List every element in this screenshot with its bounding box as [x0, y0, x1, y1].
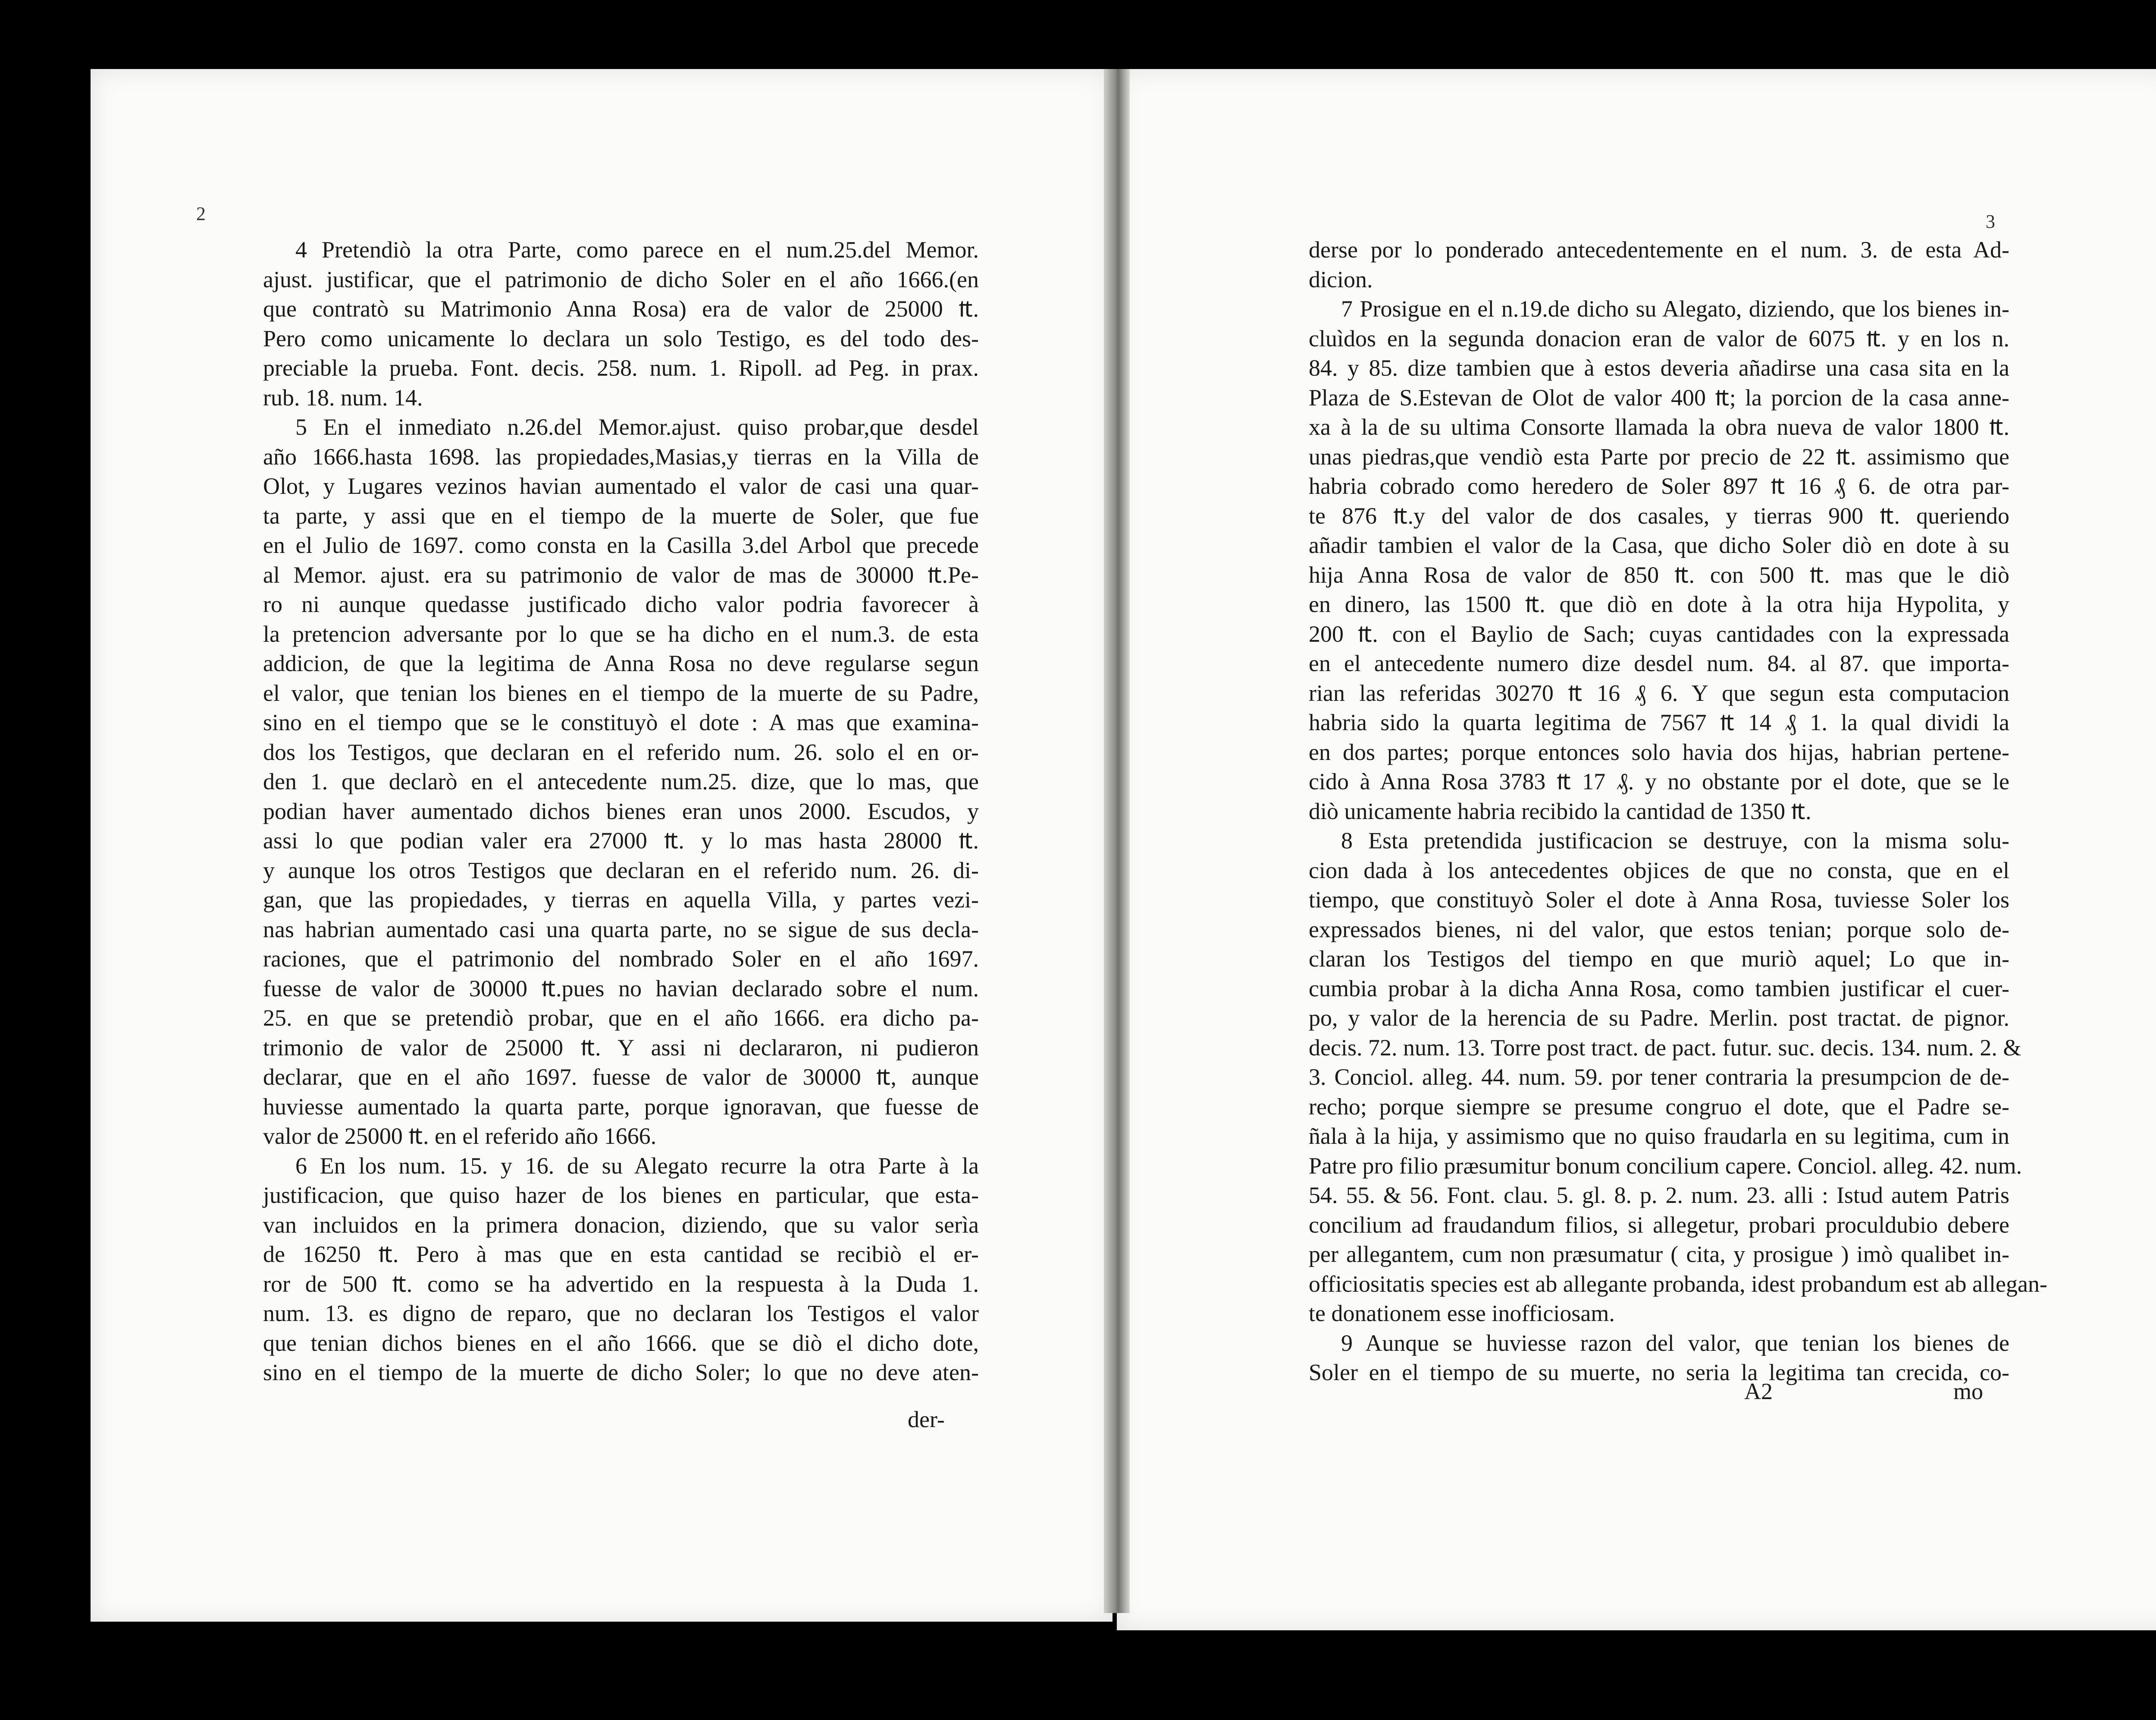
- text-line: decis. 72. num. 13. Torre post tract. de pact. futur. suc. decis. 134. num. 2. &: [1309, 1034, 2021, 1061]
- text-line: cion dada à los antecedentes objices de que no consta, que en el: [1309, 857, 2009, 883]
- text-line: dos los Testigos, que declaran en el referido num. 26. solo el en or-: [263, 739, 979, 765]
- text-line: 200 ₶. con el Baylio de Sach; cuyas cantidades con la expressada: [1309, 621, 2009, 647]
- text-line: el valor, que tenian los bienes en el tiempo de la muerte de su Padre,: [263, 680, 979, 706]
- text-line: la pretencion adversante por lo que se ha dicho en el num.3. de esta: [263, 621, 979, 647]
- text-line: preciable la prueba. Font. decis. 258. num. 1. Ripoll. ad Peg. in prax.: [263, 355, 979, 381]
- text-line: dicion.: [1309, 266, 1373, 292]
- text-line: cido à Anna Rosa 3783 ₶ 17 ₰. y no obstante por el dote, que se le: [1309, 769, 2009, 794]
- right-text-column: [1309, 235, 2047, 1387]
- text-line: al Memor. ajust. era su patrimonio de valor de mas de 30000 ₶.Pe-: [263, 562, 979, 588]
- text-line: cumbia probar à la dicha Anna Rosa, como tambien justificar el cuer-: [1309, 975, 2009, 1001]
- text-line: ñala à la hija, y assimismo que no quiso fraudarla en su legitima, cum in: [1309, 1123, 2009, 1149]
- text-line: rub. 18. num. 14.: [263, 384, 423, 411]
- text-line: officiositatis species est ab allegante probanda, idest probandum est ab allegan-: [1309, 1271, 2047, 1297]
- text-line: derse por lo ponderado antecedentemente en el num. 3. de esta Ad-: [1309, 237, 2009, 263]
- text-line: Olot, y Lugares vezinos havian aumentado el valor de casi una quar-: [263, 473, 979, 499]
- text-line: per allegantem, cum non præsumatur ( cita, y prosigue ) imò qualibet in-: [1309, 1241, 2009, 1267]
- text-line: sino en el tiempo de la muerte de dicho Soler; lo que no deve aten-: [263, 1359, 979, 1385]
- text-line: tiempo, que constituyò Soler el dote à Anna Rosa, tuviesse Soler los: [1309, 887, 2009, 913]
- text-line: ro ni aunque quedasse justificado dicho valor podria favorecer à: [263, 591, 979, 617]
- text-line: 7 Prosigue en el n.19.de dicho su Alegato, diziendo, que los bienes in-: [1341, 296, 2009, 322]
- text-line: Pero como unicamente lo declara un solo Testigo, es del todo des-: [263, 325, 979, 352]
- text-line: ror de 500 ₶. como se ha advertido en la respuesta à la Duda 1.: [263, 1271, 979, 1297]
- text-line: nas habrian aumentado casi una quarta parte, no se sigue de sus decla-: [263, 916, 979, 942]
- text-line: diò unicamente habria recibido la cantidad de 1350 ₶.: [1309, 798, 1811, 824]
- text-line: sino en el tiempo que se le constituyò el dote : A mas que examina-: [263, 709, 979, 735]
- text-line: habria cobrado como heredero de Soler 897 ₶ 16 ₰ 6. de otra par-: [1309, 473, 2009, 499]
- text-line: fuesse de valor de 30000 ₶.pues no havian declarado sobre el num.: [263, 975, 979, 1001]
- text-line: en el Julio de 1697. como consta en la Casilla 3.del Arbol que precede: [263, 532, 979, 558]
- text-line: 8 Esta pretendida justificacion se destruye, con la misma solu-: [1341, 828, 2009, 854]
- text-line: 84. y 85. dize tambien que à estos deveria añadirse una casa sita en la: [1309, 355, 2009, 381]
- text-line: 3. Conciol. alleg. 44. num. 59. por tener contraria la presumpcion de de-: [1309, 1064, 2009, 1090]
- text-line: num. 13. es digno de reparo, que no declaran los Testigos el valor: [263, 1300, 979, 1326]
- text-line: xa à la de su ultima Consorte llamada la obra nueva de valor 1800 ₶.: [1309, 414, 2009, 440]
- right-signature-mark: A2: [1744, 1378, 1773, 1404]
- left-text-column: [263, 235, 979, 1387]
- left-catchword: der-: [908, 1406, 945, 1432]
- text-line: habria sido la quarta legitima de 7567 ₶ 14 ₰ 1. la qual dividi la: [1309, 709, 2009, 735]
- text-line: año 1666.hasta 1698. las propiedades,Masias,y tierras en la Villa de: [263, 443, 979, 470]
- text-line: de 16250 ₶. Pero à mas que en esta cantidad se recibiò el er-: [263, 1241, 979, 1267]
- text-line: que contratò su Matrimonio Anna Rosa) era de valor de 25000 ₶.: [263, 296, 979, 322]
- text-line: rian las referidas 30270 ₶ 16 ₰ 6. Y que segun esta computacion: [1309, 680, 2009, 706]
- text-line: te 876 ₶.y del valor de dos casales, y tierras 900 ₶. queriendo: [1309, 502, 2009, 529]
- text-line: podian haver aumentado dichos bienes eran unos 2000. Escudos, y: [263, 798, 979, 824]
- text-line: po, y valor de la herencia de su Padre. Merlin. post tractat. de pignor.: [1309, 1005, 2009, 1031]
- book-gutter: [1104, 69, 1130, 1613]
- text-line: 5 En el inmediato n.26.del Memor.ajust. quiso probar,que desdel: [295, 414, 979, 440]
- text-line: van incluidos en la primera donacion, diziendo, que su valor serìa: [263, 1212, 979, 1238]
- text-line: raciones, que el patrimonio del nombrado Soler en el año 1697.: [263, 946, 979, 972]
- text-line: en el antecedente numero dize desdel num. 84. al 87. que importa-: [1309, 650, 2009, 676]
- text-line: recho; porque siempre se presume congruo el dote, que el Padre se-: [1309, 1093, 2009, 1120]
- text-line: Plaza de S.Estevan de Olot de valor 400 ₶; la porcion de la casa anne-: [1309, 384, 2009, 411]
- text-line: ta parte, y assi que en el tiempo de la muerte de Soler, que fue: [263, 502, 979, 529]
- text-line: huviesse aumentado la quarta parte, porque ignoravan, que fuesse de: [263, 1093, 979, 1120]
- text-line: ajust. justificar, que el patrimonio de dicho Soler en el año 1666.(en: [263, 266, 979, 292]
- text-line: assi lo que podian valer era 27000 ₶. y lo mas hasta 28000 ₶.: [263, 828, 979, 854]
- text-line: en dos partes; porque entonces solo havia dos hijas, habrian pertene-: [1309, 739, 2009, 765]
- text-line: justificacion, que quiso hazer de los bienes en particular, que esta-: [263, 1182, 979, 1208]
- text-line: trimonio de valor de 25000 ₶. Y assi ni declararon, ni pudieron: [263, 1034, 979, 1061]
- text-line: te donationem esse inofficiosam.: [1309, 1300, 1615, 1326]
- left-page-number: 2: [196, 203, 206, 224]
- text-line: 6 En los num. 15. y 16. de su Alegato recurre la otra Parte à la: [295, 1152, 979, 1179]
- text-line: declarar, que en el año 1697. fuesse de valor de 30000 ₶, aunque: [263, 1064, 979, 1090]
- right-page-number: 3: [1986, 211, 1995, 232]
- text-line: 9 Aunque se huviesse razon del valor, que tenian los bienes de: [1341, 1330, 2009, 1356]
- text-line: en dinero, las 1500 ₶. que diò en dote à la otra hija Hypolita, y: [1309, 591, 2009, 617]
- text-line: addicion, de que la legitima de Anna Rosa no deve regularse segun: [263, 650, 979, 676]
- text-line: añadir tambien el valor de la Casa, que dicho Soler diò en dote à su: [1309, 532, 2009, 558]
- text-line: Patre pro filio præsumitur bonum concilium capere. Conciol. alleg. 42. num.: [1309, 1152, 2022, 1179]
- text-line: gan, que las propiedades, y tierras en aquella Villa, y partes vezi-: [263, 887, 979, 913]
- text-line: 4 Pretendiò la otra Parte, como parece en el num.25.del Memor.: [295, 237, 979, 263]
- text-line: expressados bienes, ni del valor, que estos tenian; porque solo de-: [1309, 916, 2009, 942]
- text-line: y aunque los otros Testigos que declaran en el referido num. 26. di-: [263, 857, 979, 883]
- text-line: 25. en que se pretendiò probar, que en el año 1666. era dicho pa-: [263, 1005, 979, 1031]
- text-line: claran los Testigos del tiempo en que muriò aquel; Lo que in-: [1309, 946, 2009, 972]
- text-line: hija Anna Rosa de valor de 850 ₶. con 500 ₶. mas que le diò: [1309, 562, 2009, 588]
- text-line: 54. 55. & 56. Font. clau. 5. gl. 8. p. 2. num. 23. alli : Istud autem Patris: [1309, 1182, 2009, 1208]
- text-line: cluìdos en la segunda donacion eran de valor de 6075 ₶. y en los n.: [1309, 325, 2009, 352]
- text-line: den 1. que declarò en el antecedente num.25. dize, que lo mas, que: [263, 769, 979, 794]
- text-line: Soler en el tiempo de su muerte, no seria la legitima tan crecida, co-: [1309, 1359, 2009, 1385]
- text-line: que tenian dichos bienes en el año 1666. que se diò el dicho dote,: [263, 1330, 979, 1356]
- right-catchword: mo: [1953, 1378, 1984, 1404]
- text-line: valor de 25000 ₶. en el referido año 1666.: [263, 1123, 657, 1149]
- text-line: unas piedras,que vendiò esta Parte por precio de 22 ₶. assimismo que: [1309, 443, 2009, 470]
- text-line: concilium ad fraudandum filios, si allegetur, probari proculdubio debere: [1309, 1212, 2009, 1238]
